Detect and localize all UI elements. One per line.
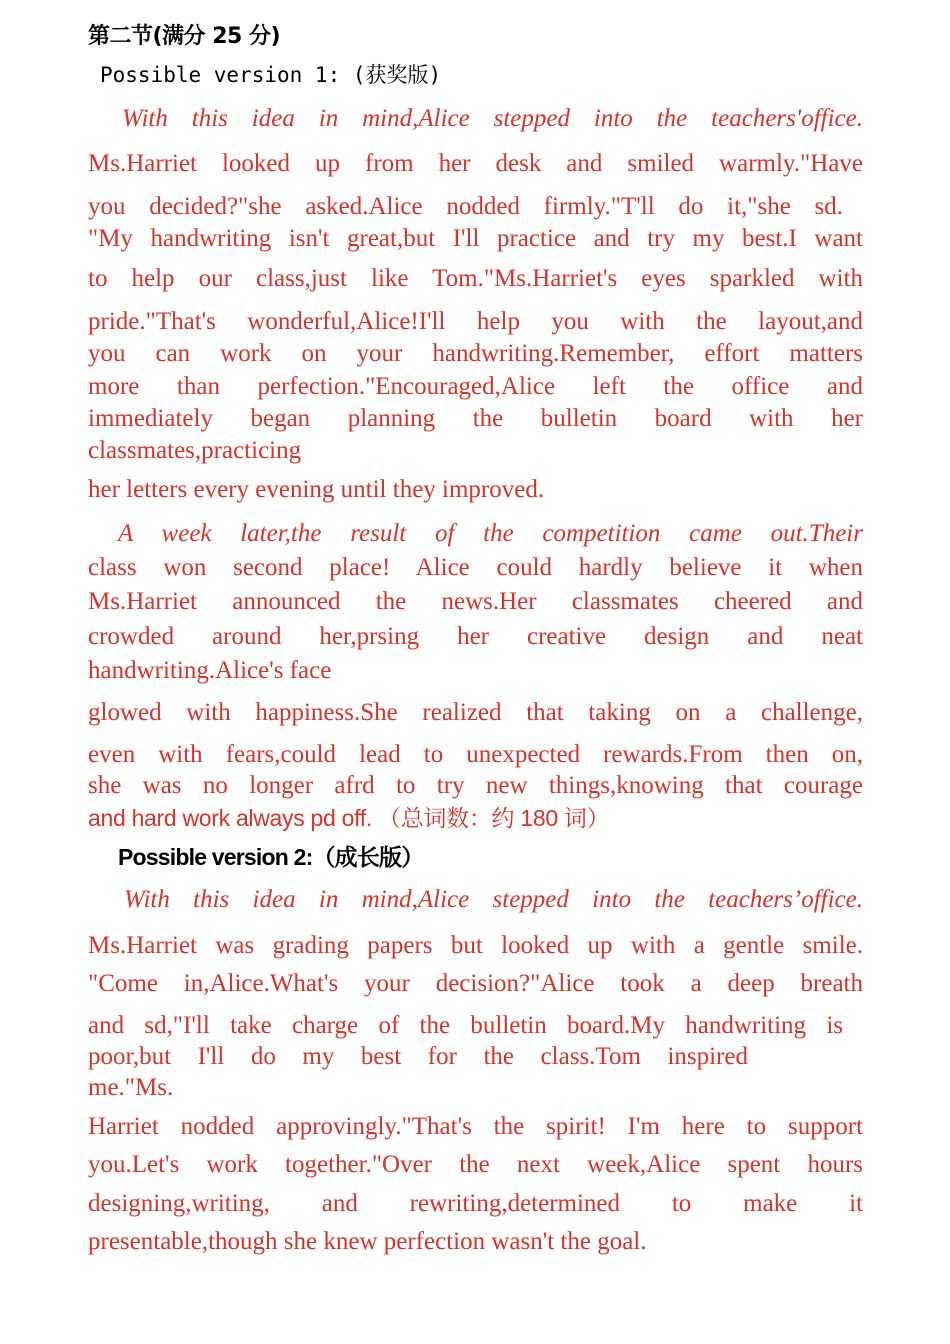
essay-line: classmates,practicing — [88, 437, 302, 464]
version2-heading: Possible version 2:（成长版） — [118, 844, 424, 870]
essay-line: Ms.Harriet announced the news.Her classmates cheered and — [88, 588, 863, 615]
essay-line: With this idea in mind,Alice stepped into the teachers'office. — [122, 105, 863, 132]
essay-line: me."Ms. — [88, 1074, 174, 1101]
essay-line: her letters every evening until they improved. — [88, 476, 545, 503]
essay-line: "Come in,Alice.What's your decision?"Alice took a deep breath — [88, 970, 863, 997]
essay-line: you decided?"she asked.Alice nodded firmly."T'll do it,"she sd. — [88, 193, 843, 220]
essay-line: presentable,though she knew perfection wasn't the goal. — [88, 1228, 647, 1255]
essay-line: you.Let's work together."Over the next week,Alice spent hours — [88, 1151, 863, 1178]
essay-line: With this idea in mind,Alice stepped into the teachers’office. — [124, 886, 863, 913]
essay-line: and sd,"I'll take charge of the bulletin board.My handwriting is — [88, 1012, 843, 1039]
essay-line: she was no longer afrd to try new things,knowing that courage — [88, 772, 863, 799]
essay-line: you can work on your handwriting.Remember, effort matters — [88, 340, 863, 367]
version1-heading: Possible version 1: (获奖版) — [100, 63, 442, 87]
essay-line: handwriting.Alice's face — [88, 657, 332, 684]
essay-line: designing,writing, and rewriting,determined to make it — [88, 1190, 863, 1217]
essay-line: A week later,the result of the competition came out.Their — [118, 520, 863, 547]
section-heading: 第二节(满分 25 分) — [88, 24, 281, 49]
essay-line: class won second place! Alice could hardly believe it when — [88, 554, 863, 581]
essay-line: pride."That's wonderful,Alice!I'll help you with the layout,and — [88, 308, 863, 335]
essay-line: immediately began planning the bulletin board with her — [88, 405, 863, 432]
essay-line: "My handwriting isn't great,but I'll practice and try my best.I want — [88, 225, 863, 252]
essay-line: crowded around her,prsing her creative design and neat — [88, 623, 863, 650]
essay-line: to help our class,just like Tom."Ms.Harriet's eyes sparkled with — [88, 265, 863, 292]
essay-line: glowed with happiness.She realized that taking on a challenge, — [88, 699, 863, 726]
essay-line: poor,but I'll do my best for the class.Tom inspired — [88, 1043, 748, 1070]
essay-line: Harriet nodded approvingly."That's the spirit! I'm here to support — [88, 1113, 863, 1140]
essay-line: even with fears,could lead to unexpected rewards.From then on, — [88, 741, 863, 768]
essay-line-wordcount: and hard work always pd off. （总词数：约 180 词） — [88, 805, 610, 831]
essay-line: Ms.Harriet was grading papers but looked up with a gentle smile. — [88, 932, 863, 959]
essay-line: Ms.Harriet looked up from her desk and smiled warmly."Have — [88, 150, 863, 177]
essay-line: more than perfection."Encouraged,Alice left the office and — [88, 373, 863, 400]
